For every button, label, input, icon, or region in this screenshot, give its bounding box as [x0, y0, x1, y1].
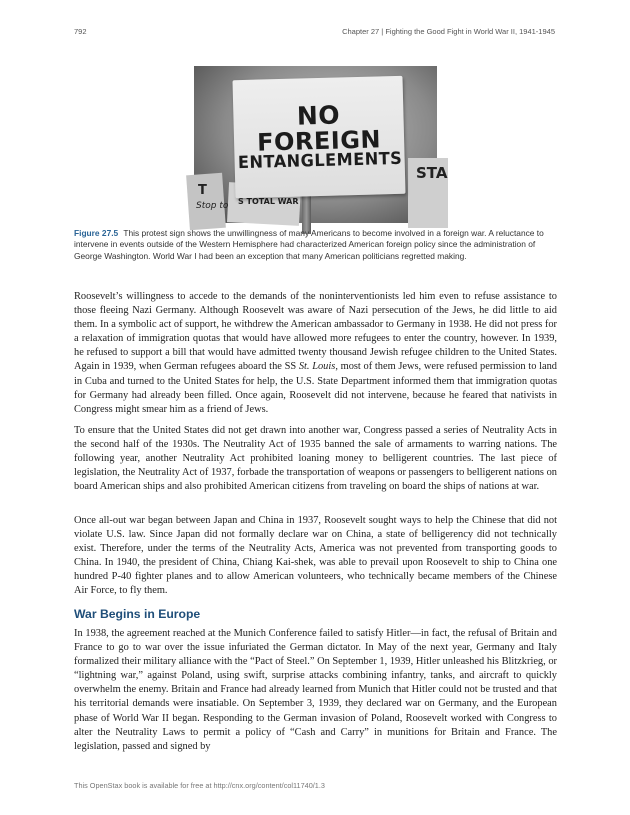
body-paragraph: To ensure that the United States did not get drawn into another war, Congress passed a series of Neutrality Acts in the second half of the 1930s. The Neutrality Act of 1935 banned the sale of armaments to warring nations. The following year, another Neutrality Act prohibited loaning money to belligerent countries. The last piece of legislation, the Neutrality Act of 1937, forbade the transportation of weapons or passengers to belligerent nations on board American ships and also prohibited American citizens from traveling on board the ships of nations at war. — [74, 425, 557, 493]
background-sign-text: Stop to — [196, 201, 229, 211]
ship-name: St. Louis — [298, 361, 336, 373]
sign-text-line: ENTANGLEMENTS — [237, 149, 403, 174]
figure-caption-text: This protest sign shows the unwillingness of many Americans to become involved in a foreign war. A reluctance to intervene in events outside of the Western Hemisphere had characterized American foreign policy since the administration of George Washington. World War I had been an exception that many American politicians regretted making. — [74, 228, 544, 261]
background-sign-text: STA — [416, 164, 448, 182]
background-sign-text: S TOTAL WAR — [238, 197, 299, 206]
footer-note: This OpenStax book is available for free at http://cnx.org/content/col11740/1.3 — [74, 781, 325, 790]
section-heading: War Begins in Europe — [74, 607, 201, 621]
body-paragraph: In 1938, the agreement reached at the Munich Conference failed to satisfy Hitler—in fact, the refusal of Britain and France to go to war over the issue infuriated the German dictator. In May of the next year, Germany and Italy formalized their military alliance with the “Pact of Steel.” On September 1, 1939, Hitler unleashed his Blitzkrieg, or “lightning war,” against Poland, using swift, surprise attacks combining infantry, tanks, and aircraft to quickly overwhelm the enemy. Britain and France had already learned from Munich that Hitler could not be trusted and that his territorial demands were insatiable. On September 3, 1939, they declared war on Germany, and the European phase of World War II began. Responding to the German invasion of Poland, Roosevelt worked with Congress to alter the Neutrality Laws to permit a policy of “Cash and Carry” in munitions for Britain and France. The legislation, passed and signed by — [74, 628, 557, 752]
figure-label: Figure 27.5 — [74, 228, 119, 238]
paragraph-text: Roosevelt’s willingness to accede to the demands of the noninterventionists led him even to refuse assistance to those fleeing Nazi Germany. Although Roosevelt was aware of Nazi persecution of the Jews, he did little to aid them. In a symbolic act of support, he withdrew the American ambassador to Germany in 1938. He did not press for a relaxation of immigration quotas that would have allowed more refugees to enter the country, however. In 1939, he refused to support a bill that would have admitted twenty thousand Jewish refugee children to the United States. Again in 1939, when German refugees aboard the SS — [74, 291, 557, 373]
body-paragraph: Once all-out war began between Japan and China in 1937, Roosevelt sought ways to help the Chinese that did not violate U.S. law. Since Japan did not formally declare war on China, a state of belligerency did not technically exist. Therefore, under the terms of the Neutrality Acts, America was not prevented from transporting goods to China. In 1940, the president of China, Chiang Kai-shek, was able to prevail upon Roosevelt to ship to China one hundred P-40 fighter planes and to allow American volunteers, who technically became members of the Chinese Air Force, to fly them. — [74, 515, 557, 597]
sign-text-line: NO — [296, 100, 341, 131]
paragraph-text: , most of them Jews, were refused permission to land in Cuba and turned to the United States for help, the U.S. State Department informed them that immigration quotas for Germany had already been filled. Once again, Roosevelt did not intervene, because he feared that nativists in Congress might smear him as a friend of Jews. — [74, 361, 557, 415]
background-sign-text: T — [198, 183, 207, 198]
protest-sign-photo — [194, 66, 448, 223]
page-number: 792 — [74, 27, 87, 36]
sign-text-line: FOREIGN — [256, 125, 382, 157]
running-head: Chapter 27 | Fighting the Good Fight in World War II, 1941-1945 — [342, 27, 555, 36]
figure-caption — [74, 228, 556, 262]
protest-sign — [232, 76, 405, 198]
body-paragraph — [74, 290, 557, 417]
